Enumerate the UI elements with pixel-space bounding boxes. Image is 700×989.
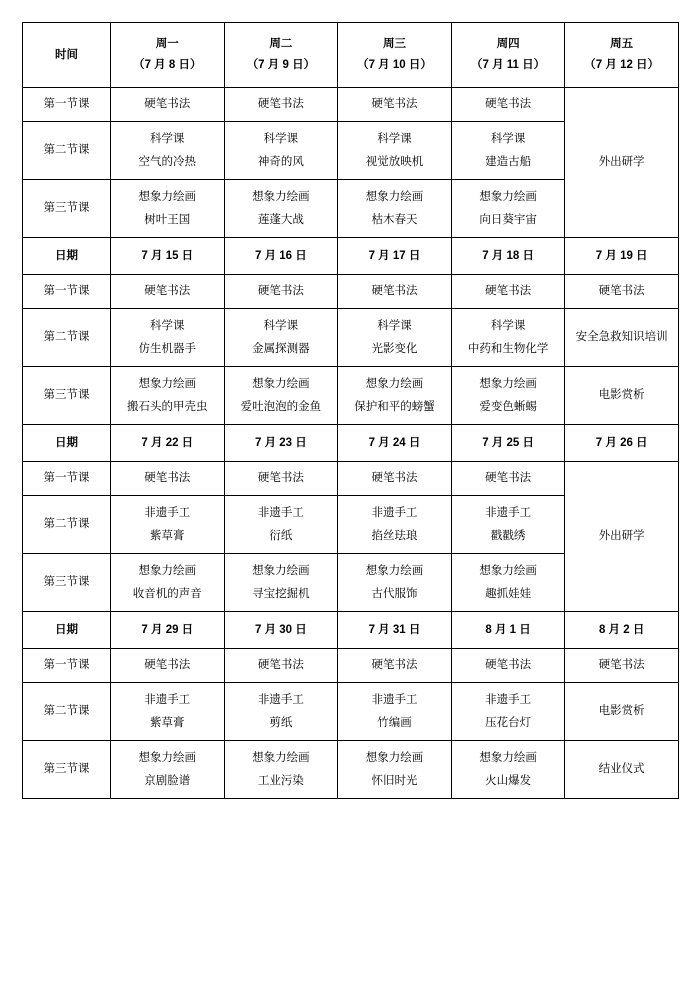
class-subject: 想象力绘画 (365, 190, 424, 203)
class-subject: 想象力绘画 (479, 190, 537, 203)
date-row (23, 238, 679, 275)
class-cell (111, 309, 225, 367)
class-subject: 非遗手工 (485, 506, 532, 519)
date-row-label: 日期 (23, 238, 111, 275)
class-cell: 硬笔书法 (111, 275, 225, 309)
class-cell (338, 496, 452, 554)
class-cell: 电影赏析 (565, 683, 679, 741)
class-cell: 硬笔书法 (451, 275, 565, 309)
class-subject: 想象力绘画 (138, 564, 197, 577)
header-day-date: （7 月 10 日） (357, 59, 432, 71)
class-cell (224, 683, 338, 741)
table-row (23, 88, 679, 122)
class-topic: 寻宝挖掘机 (252, 587, 310, 600)
date-row (23, 612, 679, 649)
header-time-label: 时间 (23, 23, 111, 88)
class-cell: 硬笔书法 (111, 462, 225, 496)
class-cell: 硬笔书法 (338, 275, 452, 309)
class-subject: 科学课 (150, 132, 185, 145)
class-subject: 想象力绘画 (365, 377, 424, 390)
date-cell: 7 月 29 日 (111, 612, 225, 649)
date-cell: 8 月 1 日 (451, 612, 565, 649)
class-cell (451, 554, 565, 612)
class-subject: 想象力绘画 (252, 190, 310, 203)
class-cell-merged-friday: 外出研学 (565, 462, 679, 612)
class-topic: 保护和平的螃蟹 (354, 400, 435, 413)
class-topic: 紫草膏 (150, 529, 185, 542)
class-topic: 爱吐泡泡的金鱼 (240, 400, 322, 413)
date-cell: 7 月 23 日 (224, 425, 338, 462)
class-topic: 戳戳绣 (490, 529, 526, 542)
date-cell: 7 月 30 日 (224, 612, 338, 649)
class-subject: 非遗手工 (144, 506, 191, 519)
class-subject: 想象力绘画 (479, 564, 537, 577)
table-row (23, 741, 679, 799)
header-day-date: （7 月 9 日） (246, 59, 316, 71)
table-row (23, 275, 679, 309)
class-subject: 科学课 (490, 319, 526, 332)
period-label: 第三节课 (23, 367, 111, 425)
header-day-date: （7 月 11 日） (471, 59, 546, 71)
class-topic: 怀旧时光 (371, 774, 418, 787)
class-cell: 硬笔书法 (224, 275, 338, 309)
class-cell (338, 309, 452, 367)
date-cell: 7 月 18 日 (451, 238, 565, 275)
class-topic: 工业污染 (257, 774, 304, 787)
class-cell: 结业仪式 (565, 741, 679, 799)
header-day-name: 周四 (496, 38, 520, 51)
class-topic: 古代服饰 (371, 587, 418, 600)
class-subject: 想象力绘画 (365, 564, 424, 577)
class-subject: 非遗手工 (144, 693, 191, 706)
class-cell-merged-friday: 外出研学 (565, 88, 679, 238)
class-cell (338, 180, 452, 238)
class-cell: 硬笔书法 (338, 649, 452, 683)
period-label: 第二节课 (23, 496, 111, 554)
class-cell (111, 683, 225, 741)
class-topic: 空气的冷热 (138, 155, 197, 168)
table-row (23, 367, 679, 425)
class-topic: 建造古船 (485, 155, 532, 168)
period-label: 第三节课 (23, 554, 111, 612)
header-day-tuesday (224, 23, 338, 88)
class-topic: 视觉放映机 (365, 155, 424, 168)
class-cell (111, 180, 225, 238)
date-cell: 7 月 15 日 (111, 238, 225, 275)
class-subject: 科学课 (263, 319, 299, 332)
class-cell (451, 180, 565, 238)
date-cell: 7 月 25 日 (451, 425, 565, 462)
class-cell (224, 122, 338, 180)
class-subject: 科学课 (377, 319, 412, 332)
class-cell (224, 180, 338, 238)
header-day-name: 周二 (269, 38, 293, 51)
class-cell (338, 367, 452, 425)
class-cell (451, 741, 565, 799)
date-row-label: 日期 (23, 612, 111, 649)
class-cell (224, 496, 338, 554)
class-cell (111, 496, 225, 554)
class-topic: 竹编画 (377, 716, 412, 729)
class-topic: 搬石头的甲壳虫 (127, 400, 208, 413)
class-cell (111, 554, 225, 612)
class-cell (451, 122, 565, 180)
class-topic: 衍纸 (269, 529, 293, 542)
date-cell: 7 月 19 日 (565, 238, 679, 275)
class-cell (111, 741, 225, 799)
class-cell (224, 309, 338, 367)
class-subject: 想象力绘画 (138, 751, 197, 764)
class-topic: 莲蓬大战 (257, 213, 304, 226)
class-subject: 想象力绘画 (252, 377, 310, 390)
class-topic: 收音机的声音 (132, 587, 202, 600)
header-day-monday (111, 23, 225, 88)
class-topic: 剪纸 (269, 716, 293, 729)
class-cell (111, 122, 225, 180)
class-topic: 树叶王国 (144, 213, 191, 226)
class-subject: 非遗手工 (371, 693, 418, 706)
class-topic: 光影变化 (371, 342, 418, 355)
class-topic: 紫草膏 (150, 716, 185, 729)
class-subject: 非遗手工 (371, 506, 418, 519)
class-topic: 趣抓娃娃 (485, 587, 532, 600)
class-topic: 掐丝珐琅 (371, 529, 418, 542)
header-day-wednesday (338, 23, 452, 88)
header-day-friday (565, 23, 679, 88)
class-cell: 硬笔书法 (111, 88, 225, 122)
class-topic: 仿生机器手 (138, 342, 197, 355)
period-label: 第一节课 (23, 649, 111, 683)
date-cell: 7 月 31 日 (338, 612, 452, 649)
class-cell: 硬笔书法 (451, 88, 565, 122)
class-cell (451, 496, 565, 554)
date-cell: 7 月 17 日 (338, 238, 452, 275)
class-cell (451, 367, 565, 425)
class-topic: 京剧脸谱 (144, 774, 191, 787)
class-topic: 爱变色蜥蜴 (479, 400, 537, 413)
class-cell: 硬笔书法 (451, 462, 565, 496)
class-topic: 枯木春天 (371, 213, 418, 226)
period-label: 第一节课 (23, 462, 111, 496)
class-subject: 科学课 (150, 319, 185, 332)
class-cell (224, 554, 338, 612)
header-day-name: 周一 (155, 38, 179, 51)
class-topic: 中药和生物化学 (467, 342, 549, 355)
class-subject: 非遗手工 (485, 693, 532, 706)
class-cell (224, 367, 338, 425)
period-label: 第一节课 (23, 88, 111, 122)
schedule-table (22, 22, 679, 799)
date-cell: 8 月 2 日 (565, 612, 679, 649)
class-topic: 火山爆发 (485, 774, 532, 787)
class-subject: 非遗手工 (257, 693, 304, 706)
class-cell (338, 122, 452, 180)
table-row (23, 649, 679, 683)
class-topic: 向日葵宇宙 (479, 213, 537, 226)
date-cell: 7 月 24 日 (338, 425, 452, 462)
class-cell (111, 367, 225, 425)
class-subject: 想象力绘画 (252, 564, 310, 577)
date-cell: 7 月 22 日 (111, 425, 225, 462)
class-cell: 硬笔书法 (338, 462, 452, 496)
header-day-date: （7 月 8 日） (133, 59, 202, 71)
class-cell: 硬笔书法 (224, 88, 338, 122)
period-label: 第三节课 (23, 180, 111, 238)
period-label: 第三节课 (23, 741, 111, 799)
header-day-name: 周三 (382, 38, 406, 51)
class-subject: 想象力绘画 (479, 377, 537, 390)
table-row (23, 309, 679, 367)
date-row (23, 425, 679, 462)
class-cell (451, 683, 565, 741)
class-subject: 想象力绘画 (252, 751, 310, 764)
class-topic: 金属探测器 (252, 342, 310, 355)
class-cell: 硬笔书法 (224, 462, 338, 496)
class-cell (338, 683, 452, 741)
class-subject: 想象力绘画 (365, 751, 424, 764)
date-cell: 7 月 16 日 (224, 238, 338, 275)
class-cell: 电影赏析 (565, 367, 679, 425)
class-cell: 安全急救知识培训 (565, 309, 679, 367)
header-day-name: 周五 (610, 38, 634, 51)
class-cell: 硬笔书法 (224, 649, 338, 683)
class-cell: 硬笔书法 (338, 88, 452, 122)
period-label: 第二节课 (23, 683, 111, 741)
date-cell: 7 月 26 日 (565, 425, 679, 462)
class-subject: 想象力绘画 (479, 751, 537, 764)
class-cell: 硬笔书法 (451, 649, 565, 683)
class-cell (451, 309, 565, 367)
period-label: 第二节课 (23, 309, 111, 367)
class-subject: 非遗手工 (257, 506, 304, 519)
class-cell (338, 741, 452, 799)
class-cell (338, 554, 452, 612)
class-subject: 想象力绘画 (138, 377, 197, 390)
class-cell: 硬笔书法 (565, 649, 679, 683)
period-label: 第二节课 (23, 122, 111, 180)
header-day-thursday (451, 23, 565, 88)
class-subject: 科学课 (263, 132, 299, 145)
class-subject: 想象力绘画 (138, 190, 197, 203)
date-row-label: 日期 (23, 425, 111, 462)
class-cell (224, 741, 338, 799)
class-subject: 科学课 (377, 132, 412, 145)
class-subject: 科学课 (490, 132, 526, 145)
table-header-row (23, 23, 679, 88)
table-row (23, 683, 679, 741)
table-row (23, 462, 679, 496)
class-cell: 硬笔书法 (111, 649, 225, 683)
class-topic: 压花台灯 (485, 716, 532, 729)
header-day-date: （7 月 12 日） (584, 59, 660, 71)
class-topic: 神奇的风 (257, 155, 304, 168)
class-cell: 硬笔书法 (565, 275, 679, 309)
period-label: 第一节课 (23, 275, 111, 309)
